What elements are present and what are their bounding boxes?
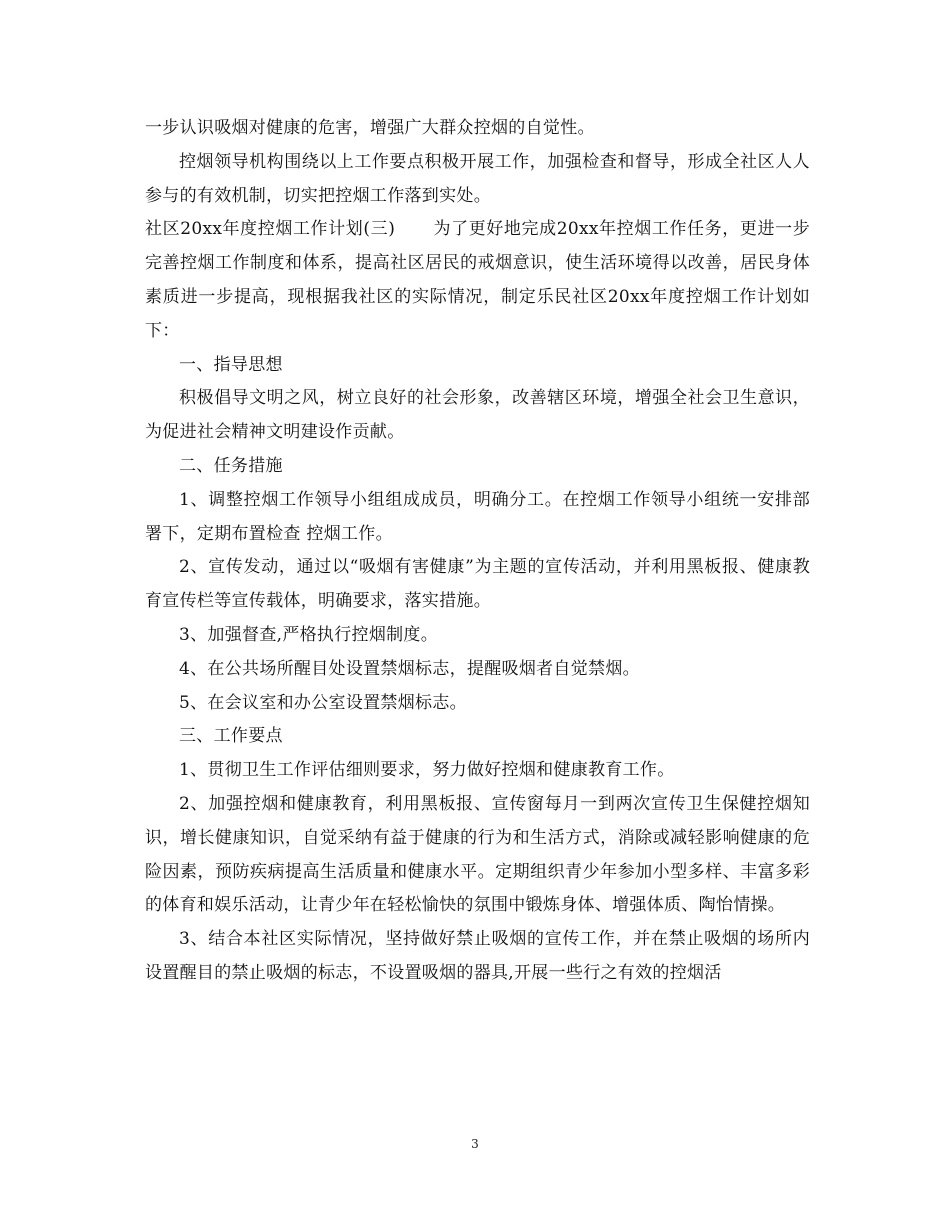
list-item-measure: 1、调整控烟工作领导小组组成成员，明确分工。在控烟工作领导小组统一安排部署下，定期布置检查 控烟工作。 (145, 489, 810, 544)
paragraph-guiding-ideology: 积极倡导文明之风，树立良好的社会形象，改善辖区环境，增强全社会卫生意识，为促进社会精神文明建设作贡献。 (145, 388, 810, 443)
heading-work-points: 三、工作要点 (179, 726, 283, 747)
list-item-measure: 4、在公共场所醒目处设置禁烟标志，提醒吸烟者自觉禁烟。 (179, 658, 640, 679)
section-intro: 为了更好地完成20xx年控烟工作任务，更进一步完善控烟工作制度和体系，提高社区居民的戒烟意识，使生活环境得以改善，居民身体素质进一步提高，现根据我社区的实际情况，制定乐民社区20xx年度控烟工作计划如下： (145, 219, 810, 341)
heading-task-measures: 二、任务措施 (179, 455, 283, 476)
list-item-measure: 2、宣传发动，通过以“吸烟有害健康”为主题的宣传活动，并利用黑板报、健康教育宣传栏等宣传载体，明确要求，落实措施。 (145, 557, 810, 612)
list-item-point: 1、贯彻卫生工作评估细则要求，努力做好控烟和健康教育工作。 (179, 760, 675, 781)
section-heading: 社区20xx年度控烟工作计划(三) (145, 219, 396, 240)
paragraph-summary: 控烟领导机构围绕以上工作要点积极开展工作，加强检查和督导，形成全社区人人参与的有效机制，切实把控烟工作落到实处。 (145, 151, 810, 206)
list-item-measure: 3、加强督查,严格执行控烟制度。 (179, 624, 439, 645)
document-body (145, 112, 810, 991)
paragraph-continuation: 一步认识吸烟对健康的危害，增强广大群众控烟的自觉性。 (145, 118, 595, 138)
list-item-point: 3、结合本社区实际情况，坚持做好禁止吸烟的宣传工作，并在禁止吸烟的场所内设置醒目的禁止吸烟的标志，不设置吸烟的器具,开展一些行之有效的控烟活 (145, 929, 810, 983)
heading-guiding-ideology: 一、指导思想 (179, 354, 283, 375)
section-block (145, 213, 810, 348)
list-item-measure: 5、在会议室和办公室设置禁烟标志。 (179, 692, 467, 713)
list-item-point: 2、加强控烟和健康教育，利用黑板报、宣传窗每月一到两次宣传卫生保健控烟知识，增长健康知识，自觉采纳有益于健康的行为和生活方式，消除或减轻影响健康的危险因素，预防疾病提高生活质量和健康水平。定期组织青少年参加小型多样、丰富多彩的体育和娱乐活动，让青少年在轻松愉快的氛围中锻炼身体、增强体质、陶怡情操。 (145, 793, 810, 916)
page-number: 3 (471, 1137, 479, 1151)
